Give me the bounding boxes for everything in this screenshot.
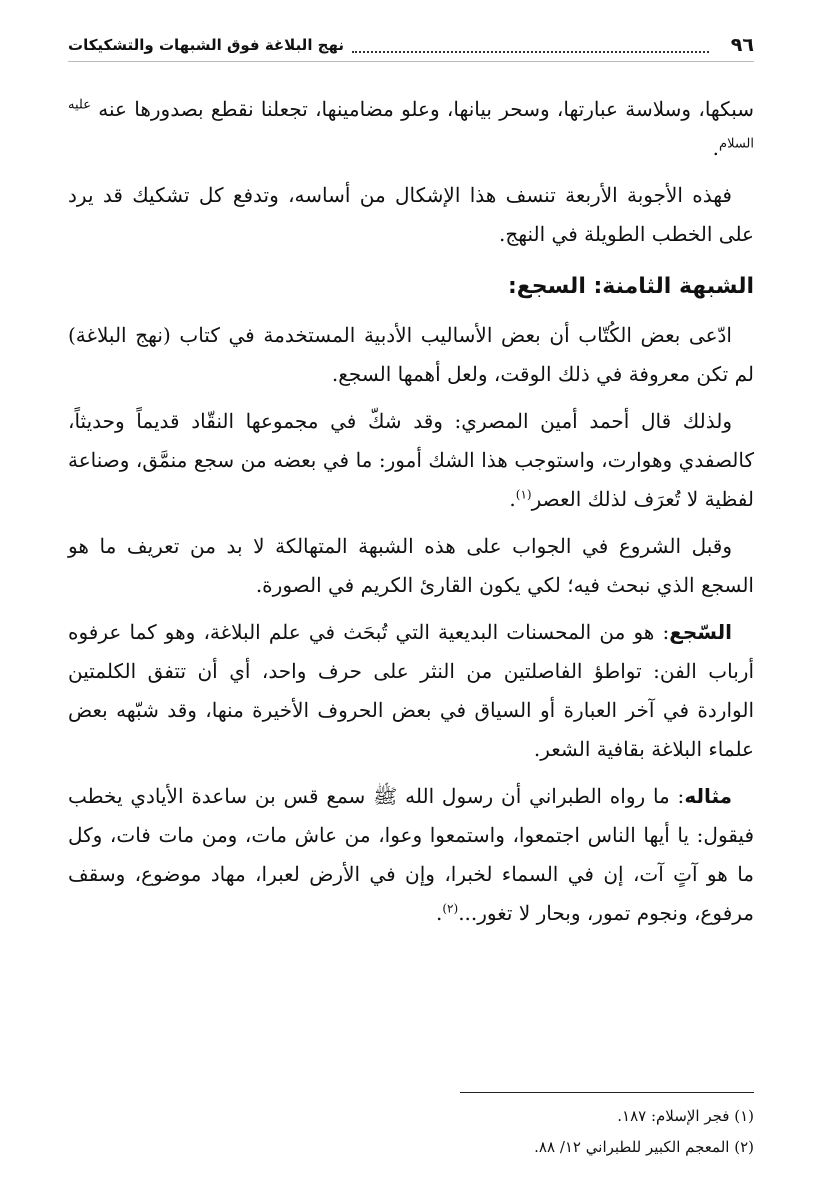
header-leader-dots: [352, 37, 709, 53]
footnote-2: (٢) المعجم الكبير للطبراني ١٢/ ٨٨.: [534, 1138, 754, 1156]
paragraph-2: فهذه الأجوبة الأربعة تنسف هذا الإشكال من أساسه، وتدفع كل تشكيك قد يرد على الخطب الطويلة في النهج.: [68, 183, 754, 246]
paragraph-4: ولذلك قال أحمد أمين المصري: وقد شكّ في مجموعها النقّاد قديماً وحديثاً، كالصفدي وهوارت، واستوجب هذا الشك أمور: ما في بعضه من سجع منمَّق، وصناعة لفظية لا تُعرَف لذلك العصر$^{(١)}$.: [68, 409, 754, 511]
section-heading: الشبهة الثامنة: السجع:: [507, 274, 754, 299]
paragraph-5: وقبل الشروع في الجواب على هذه الشبهة المتهالكة لا بد من تعريف ما هو السجع الذي نبحث فيه؛ لكي يكون القارئ الكريم في الصورة.: [68, 534, 754, 597]
footnote-1: (١) فجر الإسلام: ١٨٧.: [617, 1107, 754, 1125]
paragraph-3: ادّعى بعض الكُتّاب أن بعض الأساليب الأدبية المستخدمة في كتاب (نهج البلاغة) لم تكن معروفة في ذلك الوقت، ولعل أهمها السجع.: [68, 323, 754, 386]
term-label: السّجع: [669, 620, 732, 644]
footnote-ref-1[interactable]: (١): [515, 487, 532, 502]
paragraph-1: سبكها، وسلاسة عبارتها، وسحر بيانها، وعلو مضامينها، تجعلنا نقطع بصدورها عنه $^{عليه السلام}$.: [68, 97, 754, 160]
paragraph-6: السّجع: هو من المحسنات البديعية التي تُبحَث في علم البلاغة، وهو كما عرفوه أرباب الفن: تواطؤ الفاصلتين من النثر على حرف واحد، أي أن تتفق الكلمتين الواردة في آخر العبارة أو السياق في بعض الحروف الأخيرة منها، وقد شبّهه بعض علماء البلاغة بقافية الشعر.: [68, 620, 754, 761]
page-header: [68, 28, 754, 62]
footnote-ref-2[interactable]: (٢): [442, 901, 459, 916]
page-body: [68, 90, 754, 941]
example-label: مثاله: [684, 784, 733, 808]
book-page: [68, 28, 754, 1158]
running-title: نهج البلاغة فوق الشبهات والتشكيكات: [68, 35, 345, 54]
page-number: ٩٦: [730, 33, 754, 56]
honorific-mark: عليه السلام: [68, 97, 754, 152]
footnotes: [68, 1101, 754, 1163]
footnote-separator: [460, 1092, 754, 1093]
paragraph-7: مثاله: ما رواه الطبراني أن رسول الله ﷺ سمع قس بن ساعدة الأيادي يخطب فيقول: يا أيها الناس اجتمعوا، واستمعوا وعوا، من عاش مات، ومن مات فات، وكل ما هو آتٍ آت، إن في السماء لخبرا، وإن في الأرض لعبرا، مهاد موضوع، وسقف مرفوع، ونجوم تمور، وبحار لا تغور...$^{(٢)}$.: [68, 784, 754, 925]
salawat-mark: ﷺ: [373, 784, 398, 808]
